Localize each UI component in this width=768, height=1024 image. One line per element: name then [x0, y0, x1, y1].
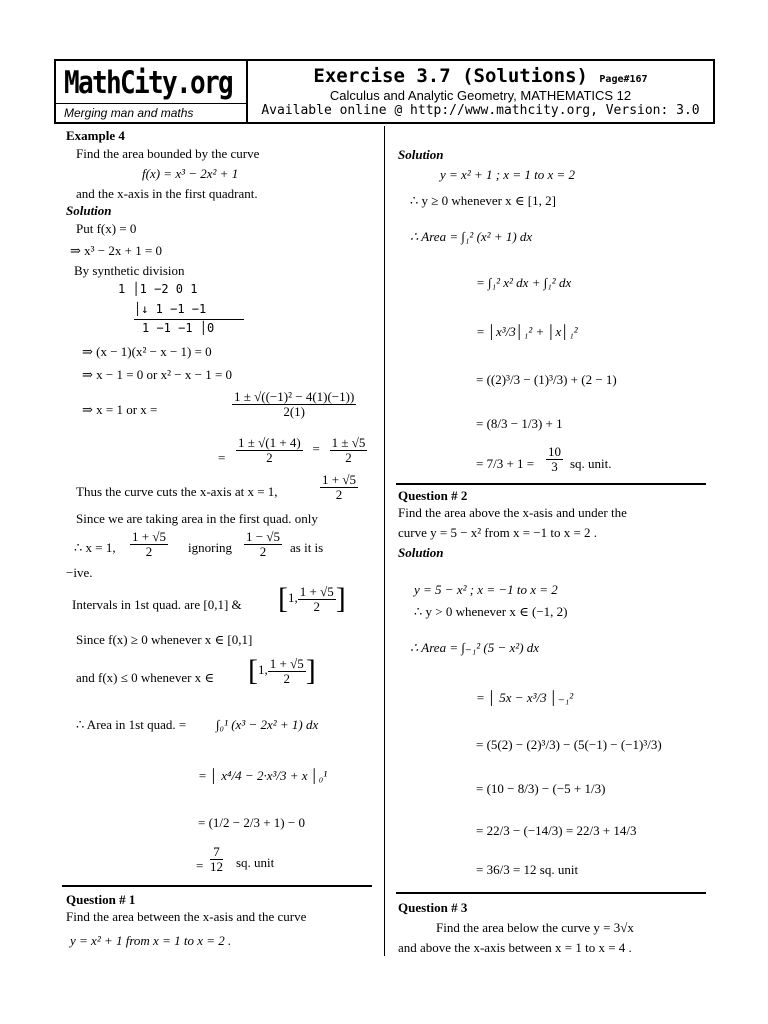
interval-2: [1, $\frac{1 + √5}{2}$ ]	[278, 582, 346, 615]
since-line: Since we are taking area in the first quad. only	[76, 511, 318, 526]
cuts-line: Thus the curve cuts the x-axis at x = 1,	[76, 484, 278, 499]
q1-answer-unit: sq. unit.	[570, 456, 612, 471]
q2-given: y = 5 − x² ; x = −1 to x = 2	[414, 582, 558, 597]
area-step-2: = (1/2 − 2/3 + 1) − 0	[198, 815, 305, 830]
exercise-title-text: Exercise 3.7 (Solutions)	[313, 65, 588, 87]
ans-den: 12	[210, 858, 223, 874]
q2-step-1: = │ 5x − x³/3 │₋₁²	[476, 690, 574, 705]
q2-step-4: = 22/3 − (−14/3) = 22/3 + 14/3	[476, 823, 637, 838]
divider-q2	[396, 483, 706, 485]
q1-step-1: = ∫₁² x² dx + ∫₁² dx	[476, 275, 572, 290]
area-integral: ∫₀¹ (x³ − 2x² + 1) dx	[216, 717, 319, 732]
q1-title: Question # 1	[66, 892, 136, 907]
roots-line: ⇒ x − 1 = 0 or x² − x − 1 = 0	[82, 367, 233, 382]
q1-given: y = x² + 1 ; x = 1 to x = 2	[440, 167, 576, 182]
exercise-title	[248, 65, 713, 87]
quadratic-line: ⇒ x = 1 or x =	[82, 402, 158, 417]
q1-area: ∴ Area = ∫₁² (x² + 1) dx	[410, 229, 533, 244]
ans-num: 7	[210, 845, 223, 860]
logo-box	[56, 61, 248, 122]
interval3-num: 1 + √5	[269, 655, 304, 671]
frac2-num: 1 ± √5	[331, 435, 366, 450]
ign-den: 2	[259, 543, 267, 559]
cut-num: 1 + √5	[322, 472, 356, 487]
q2-text-2: curve y = 5 − x² from x = −1 to x = 2 .	[398, 525, 598, 540]
synthetic-row-3: 1 −1 −1 │0	[142, 321, 215, 335]
frac1-den: 2	[266, 449, 273, 465]
q3-text-1: Find the area below the curve y = 3√x	[436, 920, 634, 935]
q2-area: ∴ Area = ∫₋₁² (5 − x²) dx	[410, 640, 540, 655]
area-step-3: =	[196, 858, 204, 873]
q2-condition: ∴ y > 0 whenever x ∈ (−1, 2)	[414, 604, 568, 619]
example-text-2: and the x-axis in the first quadrant.	[76, 186, 258, 201]
area-step-1: = │ x⁴/4 − 2·x³/3 + x │₀¹	[198, 768, 328, 783]
negative-label: −ive.	[66, 565, 93, 580]
intervals-line: Intervals in 1st quad. are [0,1] &	[72, 597, 242, 612]
therefore-line: ∴ x = 1,	[74, 540, 116, 555]
since-positive: Since f(x) ≥ 0 whenever x ∈ [0,1]	[76, 632, 253, 647]
solution-heading: Solution	[66, 203, 112, 218]
area-label: ∴ Area in 1st quad. =	[76, 717, 187, 732]
answer-fraction	[210, 845, 223, 873]
solution-heading-q1: Solution	[398, 147, 444, 162]
interval-den: 2	[313, 598, 320, 614]
solution-heading-q2: Solution	[398, 545, 444, 560]
q1-answer-fraction	[546, 445, 563, 473]
q2-step-2: = (5(2) − (2)³/3) − (5(−1) − (−1)³/3)	[476, 737, 662, 752]
quadratic-num: 1 ± √((−1)² − 4(1)(−1))	[234, 389, 355, 404]
synthetic-row-1: 1 │1 −2 0 1	[118, 282, 198, 296]
divider-q3	[396, 892, 706, 894]
divider-q1	[62, 885, 372, 887]
q2-title: Question # 2	[398, 488, 468, 503]
title-box	[248, 61, 713, 122]
interval-num: 1 + √5	[299, 583, 334, 599]
synthetic-label: By synthetic division	[74, 263, 185, 278]
interval-3: [1, $\frac{1 + √5}{2}$ ]	[248, 654, 316, 687]
q2-text-1: Find the area above the x-asis and under the	[398, 505, 627, 520]
cut-den: 2	[335, 486, 343, 502]
q1-step-5: = 7/3 + 1 =	[476, 456, 535, 471]
q3-title: Question # 3	[398, 900, 468, 915]
as-it-is: as it is	[290, 540, 324, 555]
q1-equation: y = x² + 1 from x = 1 to x = 2 .	[70, 933, 232, 948]
answer-unit: sq. unit	[236, 855, 275, 870]
q1-step-4: = (8/3 − 1/3) + 1	[476, 416, 563, 431]
quadratic-fraction	[232, 390, 356, 418]
put-line: Put f(x) = 0	[76, 221, 137, 236]
equation-1: ⇒ x³ − 2x + 1 = 0	[70, 243, 163, 258]
frac2-den: 2	[345, 449, 352, 465]
ignored-fraction	[244, 530, 282, 558]
online-info[interactable]: Available online @ http://www.mathcity.org, Version: 3.0	[261, 103, 700, 118]
tagline: Merging man and maths	[56, 103, 246, 122]
site-logo[interactable]: MathCity.org	[64, 65, 232, 101]
example-title: Example 4	[66, 128, 125, 143]
q1-step-2: = │x³/3│₁² + │x│₁²	[476, 324, 578, 339]
q1-step-3: = ((2)³/3 − (1)³/3) + (2 − 1)	[476, 372, 617, 387]
q2-step-5: = 36/3 = 12 sq. unit	[476, 862, 579, 877]
q2-step-3: = (10 − 8/3) − (−5 + 1/3)	[476, 781, 606, 796]
page-header	[54, 59, 715, 124]
root-fraction	[130, 530, 168, 558]
synthetic-row-2: │↓ 1 −1 −1	[134, 302, 207, 316]
and-negative: and f(x) ≤ 0 whenever x ∈	[76, 670, 215, 685]
q3-text-2: and above the x-axis between x = 1 to x = 4 .	[398, 940, 632, 955]
page-number: Page#167	[599, 74, 648, 85]
factor-line: ⇒ (x − 1)(x² − x − 1) = 0	[82, 344, 212, 359]
q1-text: Find the area between the x-asis and the curve	[66, 909, 307, 924]
frac1-num: 1 ± √(1 + 4)	[238, 435, 301, 450]
example-text-1: Find the area bounded by the curve	[76, 146, 260, 161]
q1-ans-den: 3	[551, 458, 558, 474]
q1-condition: ∴ y ≥ 0 whenever x ∈ [1, 2]	[410, 193, 556, 208]
column-divider	[384, 126, 385, 956]
simplified-fraction-1: $\frac{1 \pm √(1 + 4)}{2}$ = $\frac{1 \pm √5}{2}$	[238, 435, 366, 465]
ignoring-label: ignoring	[188, 540, 233, 555]
root-num: 1 + √5	[132, 529, 166, 544]
quadratic-den: 2(1)	[283, 403, 305, 419]
eq-sign: =	[218, 450, 226, 465]
synthetic-rule	[134, 319, 244, 320]
cut-fraction	[320, 473, 358, 501]
ign-num: 1 − √5	[246, 529, 280, 544]
q1-ans-num: 10	[548, 444, 561, 459]
interval3-den: 2	[283, 670, 290, 686]
example-equation: f(x) = x³ − 2x² + 1	[142, 166, 239, 181]
root-den: 2	[145, 543, 153, 559]
book-subtitle: Calculus and Analytic Geometry, MATHEMATICS 12	[329, 88, 632, 103]
